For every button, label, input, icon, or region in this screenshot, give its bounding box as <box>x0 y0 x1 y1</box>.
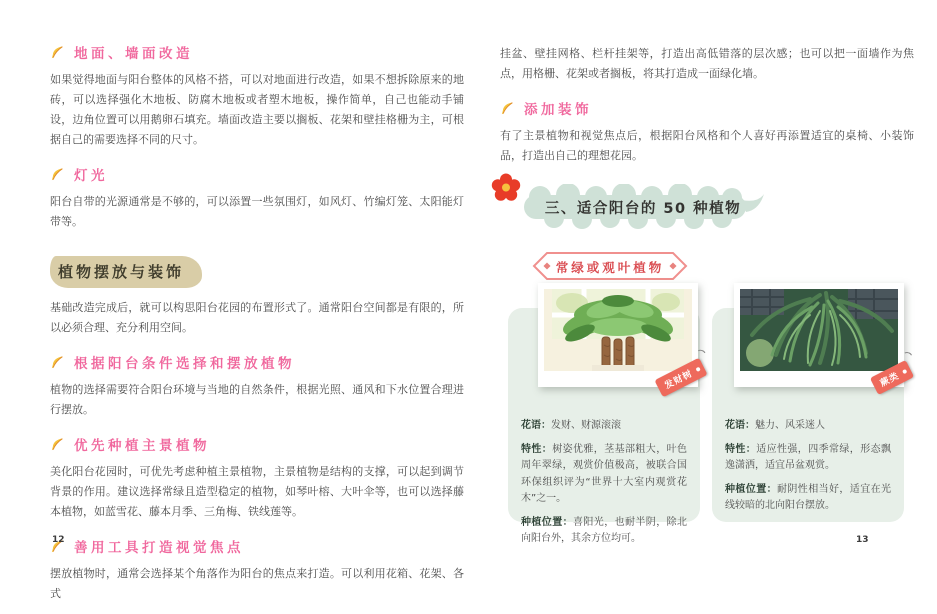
para-select-place: 植物的选择需要符合阳台环境与当地的自然条件，根据光照、通风和下水位置合理进行摆放。 <box>50 383 464 416</box>
traits-value: 树姿优雅，茎基部粗大，叶色周年翠绿，观赏价值极高，被联合国环保组织评为“世界十大室内观赏花木”之一。 <box>521 443 688 504</box>
left-page <box>50 40 464 614</box>
plant-card-money-tree <box>508 308 700 544</box>
para-ground-wall: 如果觉得地面与阳台整体的风格不搭，可以对地面进行改造，如果不想拆除原来的地砖，可以选择强化木地板、防腐木地板或者塑木地板，操作简单，自己也能动手铺设，边角位置可以用鹅卵石填充。墙面改造主要以搁板、花架和壁挂格栅为主，可根据自己的需要选择不同的尺寸。 <box>50 73 464 146</box>
heading-ground-wall <box>50 42 464 62</box>
para-main-plants: 美化阳台花园时，可优先考虑种植主景植物，主景植物是结构的支撑，可以起到调节背景的作用。建议选择常绿且造型稳定的植物，如琴叶榕、大叶伞等，也可以选择藤本植物，如蓝雪花、藤本月季、三角梅、铁线莲等。 <box>50 465 464 518</box>
flower-language-label: 花语： <box>725 420 755 431</box>
position-label: 种植位置： <box>521 516 573 528</box>
money-tree-photo-image <box>544 289 692 371</box>
fern-photo-image <box>740 289 898 371</box>
heading-text: 优先种植主景植物 <box>74 438 210 454</box>
para-lighting: 阳台自带的光源通常是不够的，可以添置一些氛围灯，如风灯、竹编灯笼、太阳能灯带等。 <box>50 195 464 228</box>
para-focal-point: 摆放植物时，通常会选择某个角落作为阳台的焦点来打造。可以利用花箱、花架、各式 <box>50 567 464 600</box>
traits-label: 特性： <box>725 443 757 455</box>
chapter-header <box>516 184 776 230</box>
flower-language-value: 魅力、风采迷人 <box>755 420 825 431</box>
heading-select-place <box>50 352 464 372</box>
heading-main-plants <box>50 434 464 454</box>
flower-language-row <box>725 418 891 435</box>
heading-decor <box>500 98 914 118</box>
para-continue: 挂盆、壁挂网格、栏杆挂架等，打造出高低错落的层次感；也可以把一面墙作为焦点，用格栅、花架或者搁板，将其打造成一面绿化墙。 <box>500 47 914 80</box>
heading-focal-point <box>50 536 464 556</box>
flower-icon <box>490 172 522 208</box>
heading-text: 添加装饰 <box>524 102 592 118</box>
position-label: 种植位置： <box>725 483 777 495</box>
traits-row <box>725 442 891 475</box>
position-row <box>725 482 891 515</box>
leaf-icon <box>50 45 65 60</box>
para-section-intro: 基础改造完成后，就可以构思阳台花园的布置形式了。通常阳台空间都是有限的，所以必须合理、充分利用空间。 <box>50 301 464 334</box>
heading-text: 地面、墙面改造 <box>74 46 193 62</box>
para-decor: 有了主景植物和视觉焦点后，根据阳台风格和个人喜好再添置适宜的桌椅、小装饰品，打造出自己的理想花园。 <box>500 129 914 162</box>
page-number-right: 13 <box>856 535 869 545</box>
flower-language-label: 花语： <box>521 420 551 431</box>
traits-value: 适应性强，四季常绿，形态飘逸潇洒，适宜吊盆观赏。 <box>725 443 892 471</box>
section-title-plants-decor: 植物摆放与装饰 <box>50 256 202 288</box>
traits-label: 特性： <box>521 443 553 455</box>
position-value: 耐阴性相当好，适宜在光线较暗的北向阳台摆放。 <box>725 483 891 511</box>
traits-row <box>521 442 687 508</box>
leaf-icon <box>50 437 65 452</box>
leaf-icon <box>50 167 65 182</box>
heading-text: 灯光 <box>74 168 108 184</box>
heading-text: 善用工具打造视觉焦点 <box>74 540 244 556</box>
category-banner-text: 常绿或观叶植物 <box>555 260 665 275</box>
heading-text: 根据阳台条件选择和摆放植物 <box>74 356 295 372</box>
plant-card-fern <box>712 308 904 522</box>
position-value: 喜阳光，也耐半阴，除北向阳台外，其余方位均可。 <box>521 516 687 544</box>
plant-tag-money-tree: 发财树 <box>654 358 707 398</box>
plant-tag-fern: 蕨类 <box>870 360 914 395</box>
leaf-icon <box>500 101 515 116</box>
heading-lighting <box>50 164 464 184</box>
chapter-title: 三、适合阳台的 50 种植物 <box>544 201 742 217</box>
plant-photo-fern <box>734 283 904 390</box>
category-banner <box>524 250 696 282</box>
position-row <box>521 515 687 548</box>
flower-language-value: 发财、财源滚滚 <box>551 420 621 431</box>
flower-language-row <box>521 418 687 435</box>
page-number-left: 12 <box>52 535 65 545</box>
leaf-icon <box>50 355 65 370</box>
plant-photo-money-tree <box>538 283 698 392</box>
